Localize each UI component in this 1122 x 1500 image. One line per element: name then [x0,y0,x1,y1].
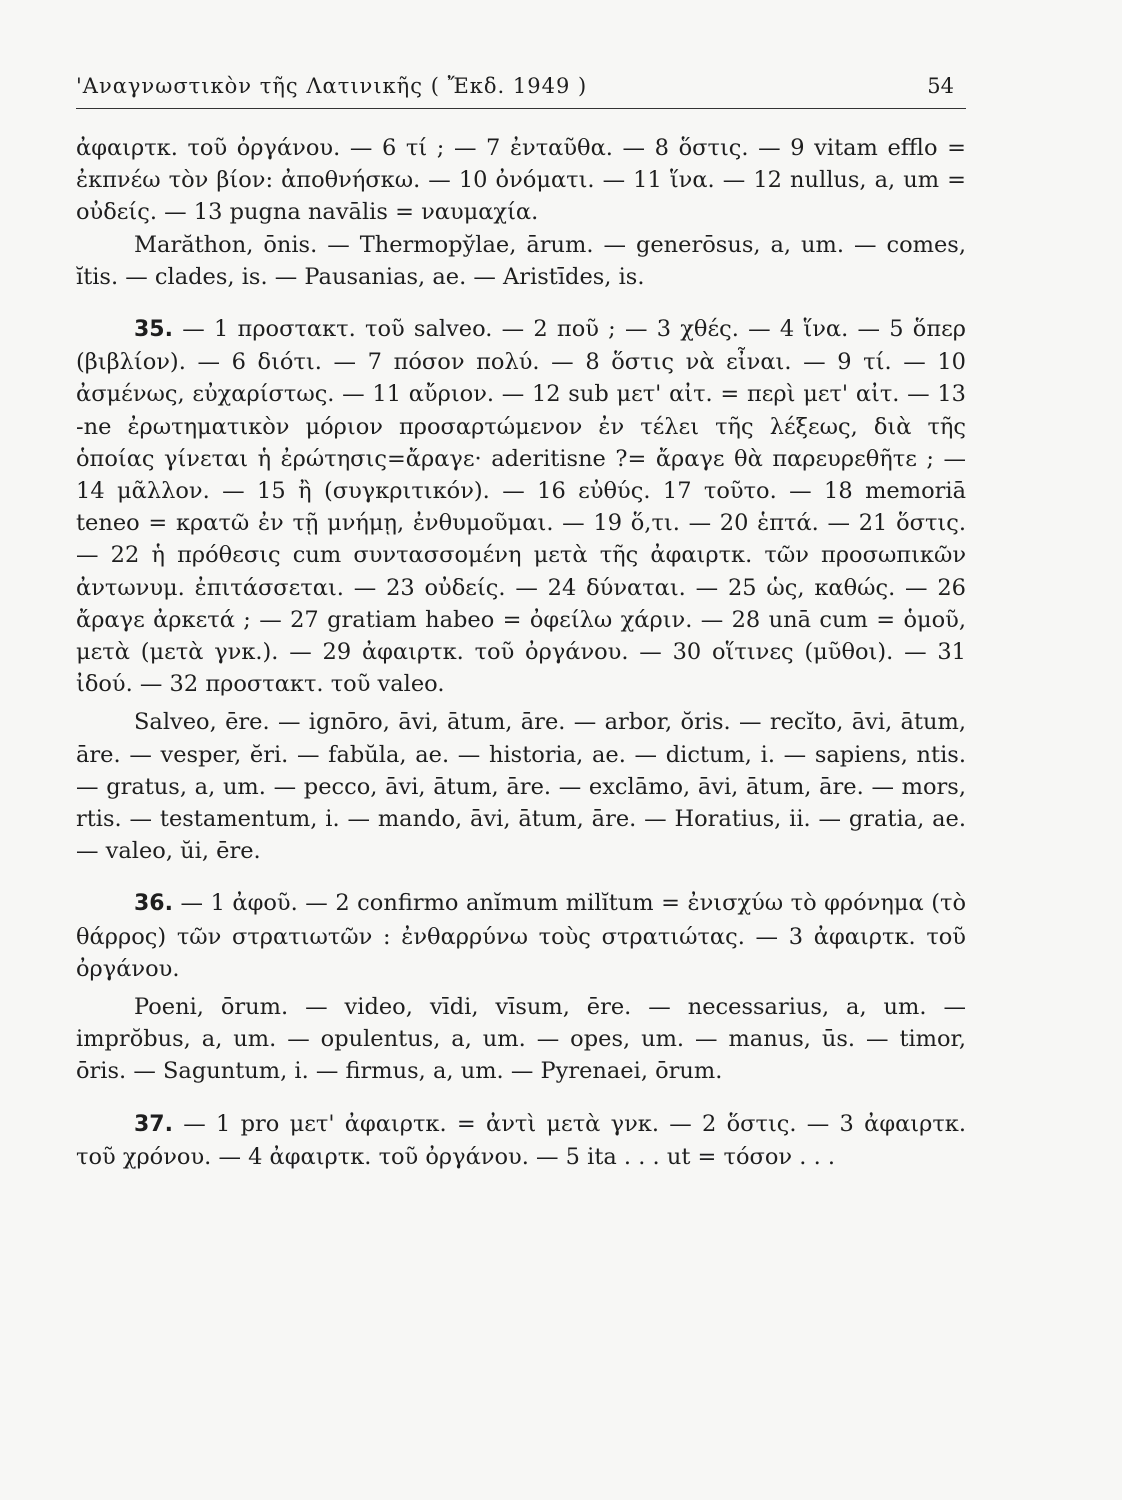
page-number: 54 [927,74,954,98]
section-36-number: 36. [134,891,173,917]
section-35-vocab: Salveo, ēre. — ignōro, āvi, ātum, āre. — arbor, ŏris. — recĭto, āvi, ātum, āre. — vesper, ĕri. — fabŭla, ae. — historia, ae. — dictum, i. — sapiens, ntis. — gratus, a, um. — pecco, āvi, ātum, āre. — exclāmo, āvi, ātum, āre. — mors, rtis. — testamentum, i. — mando, āvi, ātum, āre. — Horatius, ii. — gratia, ae. — valeo, ŭi, ēre. [76,709,966,865]
section-35-notes-text: — 1 προστακτ. τοῦ salveo. — 2 ποῦ ; — 3 χθές. — 4 ἵνα. — 5 ὅπερ (βιβλίον). — 6 διότι. — 7 πόσον πολύ. — 8 ὅστις νὰ εἶναι. — 9 τί. — 10 ἀσμένως, εὐχαρίστως. — 11 αὔριον. — 12 sub μετ' αἰτ. = περὶ μετ' αἰτ. — 13 -ne ἐρωτηματικὸν μόριον προσαρτώμενον ἐν τέλει τῆς λέξεως, διὰ τῆς ὁποίας γίνεται ἡ ἐρώτησις=ἄραγε· aderitisne ?= ἄραγε θὰ παρευρεθῆτε ; — 14 μᾶλλον. — 15 ἢ (συγκριτικόν). — 16 εὐθύς. 17 τοῦτο. — 18 memoriā teneo = κρατῶ ἐν τῇ μνήμῃ, ἐνθυμοῦμαι. — 19 ὅ,τι. — 20 ἑπτά. — 21 ὅστις. — 22 ἡ πρόθεσις cum συντασσομένη μετὰ τῆς ἀφαιρτκ. τῶν προσωπικῶν ἀντωνυμ. ἐπιτάσσεται. — 23 οὐδείς. — 24 δύναται. — 25 ὡς, καθώς. — 26 ἄραγε ἀρκετά ; — 27 gratiam habeo = ὀφείλω χάριν. — 28 unā cum = ὁμοῦ, μετὰ (μετὰ γνκ.). — 29 ἀφαιρτκ. τοῦ ὀργάνου. — 30 οἵτινες (μῦθοι). — 31 ἰδού. — 32 προστακτ. τοῦ valeo. [76,316,966,698]
section-37-notes [76,1108,966,1173]
section-36-notes-text: — 1 ἀφοῦ. — 2 confirmo anĭmum milĭtum = ἐνισχύω τὸ φρόνημα (τὸ θάρρος) τῶν στρατιωτῶν : ἐνθαρρύνω τοὺς στρατιώτας. — 3 ἀφαιρτκ. τοῦ ὀργάνου. [76,890,966,982]
section-34-notes: ἀφαιρτκ. τοῦ ὀργάνου. — 6 τί ; — 7 ἐνταῦθα. — 8 ὅστις. — 9 vitam efflo = ἐκπνέω τὸν βίον: ἀποθνήσκω. — 10 ὀνόματι. — 11 ἵνα. — 12 nullus, a, um = οὐδείς. — 13 pugna navālis = ναυμαχία. [76,135,966,226]
header-title: 'Αναγνωστικὸν τῆς Λατινικῆς ( Ἔκδ. 1949 ) [76,74,588,98]
section-37-notes-text: — 1 pro μετ' ἀφαιρτκ. = ἀντὶ μετὰ γνκ. — 2 ὅστις. — 3 ἀφαιρτκ. τοῦ χρόνου. — 4 ἀφαιρτκ. τοῦ ὀργάνου. — 5 ita . . . ut = τόσον . . . [76,1110,966,1170]
section-37-number: 37. [134,1111,173,1137]
page-body [76,132,966,1173]
section-36-notes [76,887,966,985]
section-34-vocab: Marăthon, ōnis. — Thermopy̆lae, ārum. — generōsus, a, um. — comes, ĭtis. — clades, is. — Pausanias, ae. — Aristīdes, is. [76,231,966,290]
section-36-vocab: Poeni, ōrum. — video, vīdi, vīsum, ēre. — necessarius, a, um. — imprŏbus, a, um. — opulentus, a, um. — opes, um. — manus, ūs. — timor, ōris. — Saguntum, i. — firmus, a, um. — Pyrenaei, ōrum. [76,994,966,1085]
section-35-number: 35. [134,317,173,343]
running-header [76,74,966,109]
section-35-notes [76,313,966,700]
